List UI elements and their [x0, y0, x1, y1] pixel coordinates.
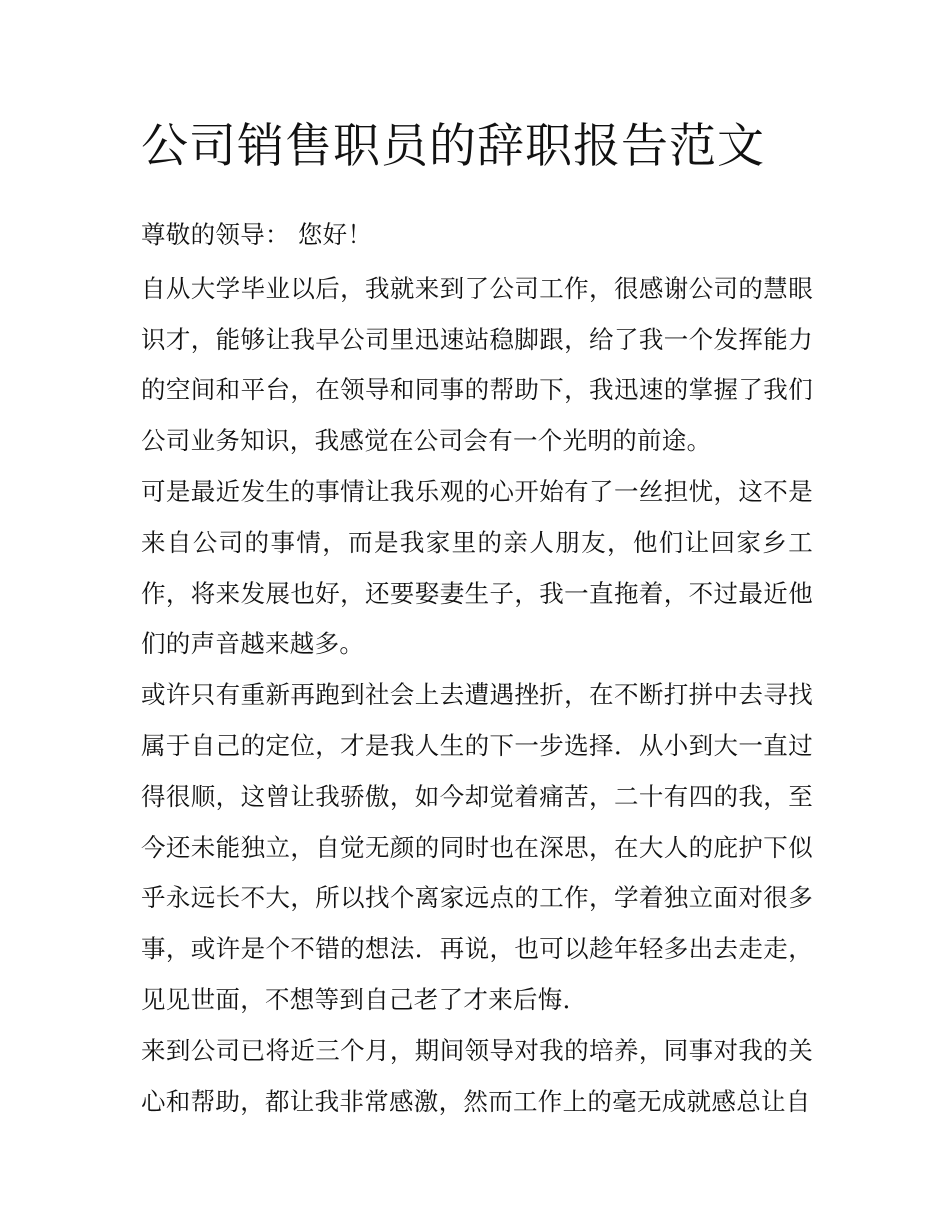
- paragraph-1: 自从大学毕业以后，我就来到了公司工作，很感谢公司的慧眼识才，能够让我早公司里迅速站稳脚跟，给了我一个发挥能力的空间和平台，在领导和同事的帮助下，我迅速的掌握了我们公司业务知识，我感觉在公司会有一个光明的前途。: [141, 273, 813, 456]
- paragraph-3: 或许只有重新再跑到社会上去遭遇挫折，在不断打拼中去寻找属于自己的定位，才是我人生的下一步选择．从小到大一直过得很顺，这曾让我骄傲，如今却觉着痛苦，二十有四的我，至今还未能独立，自觉无颜的同时也在深思，在大人的庇护下似乎永远长不大，所以找个离家远点的工作，学着独立面对很多事，或许是个不错的想法．再说，也可以趁年轻多出去走走，见见世面，不想等到自己老了才来后悔．: [141, 680, 813, 1014]
- document-body: [141, 112, 813, 1127]
- paragraph-4: 来到公司已将近三个月，期间领导对我的培养，同事对我的关心和帮助，都让我非常感激，然而工作上的毫无成就感总让自: [141, 1035, 813, 1116]
- paragraph-2: 可是最近发生的事情让我乐观的心开始有了一丝担忧，这不是来自公司的事情，而是我家里的亲人朋友，他们让回家乡工作，将来发展也好，还要娶妻生子，我一直拖着，不过最近他们的声音越来越多。: [141, 476, 813, 659]
- greeting-line: 尊敬的领导： 您好！: [141, 220, 373, 249]
- document-title: 公司销售职员的辞职报告范文: [141, 119, 765, 174]
